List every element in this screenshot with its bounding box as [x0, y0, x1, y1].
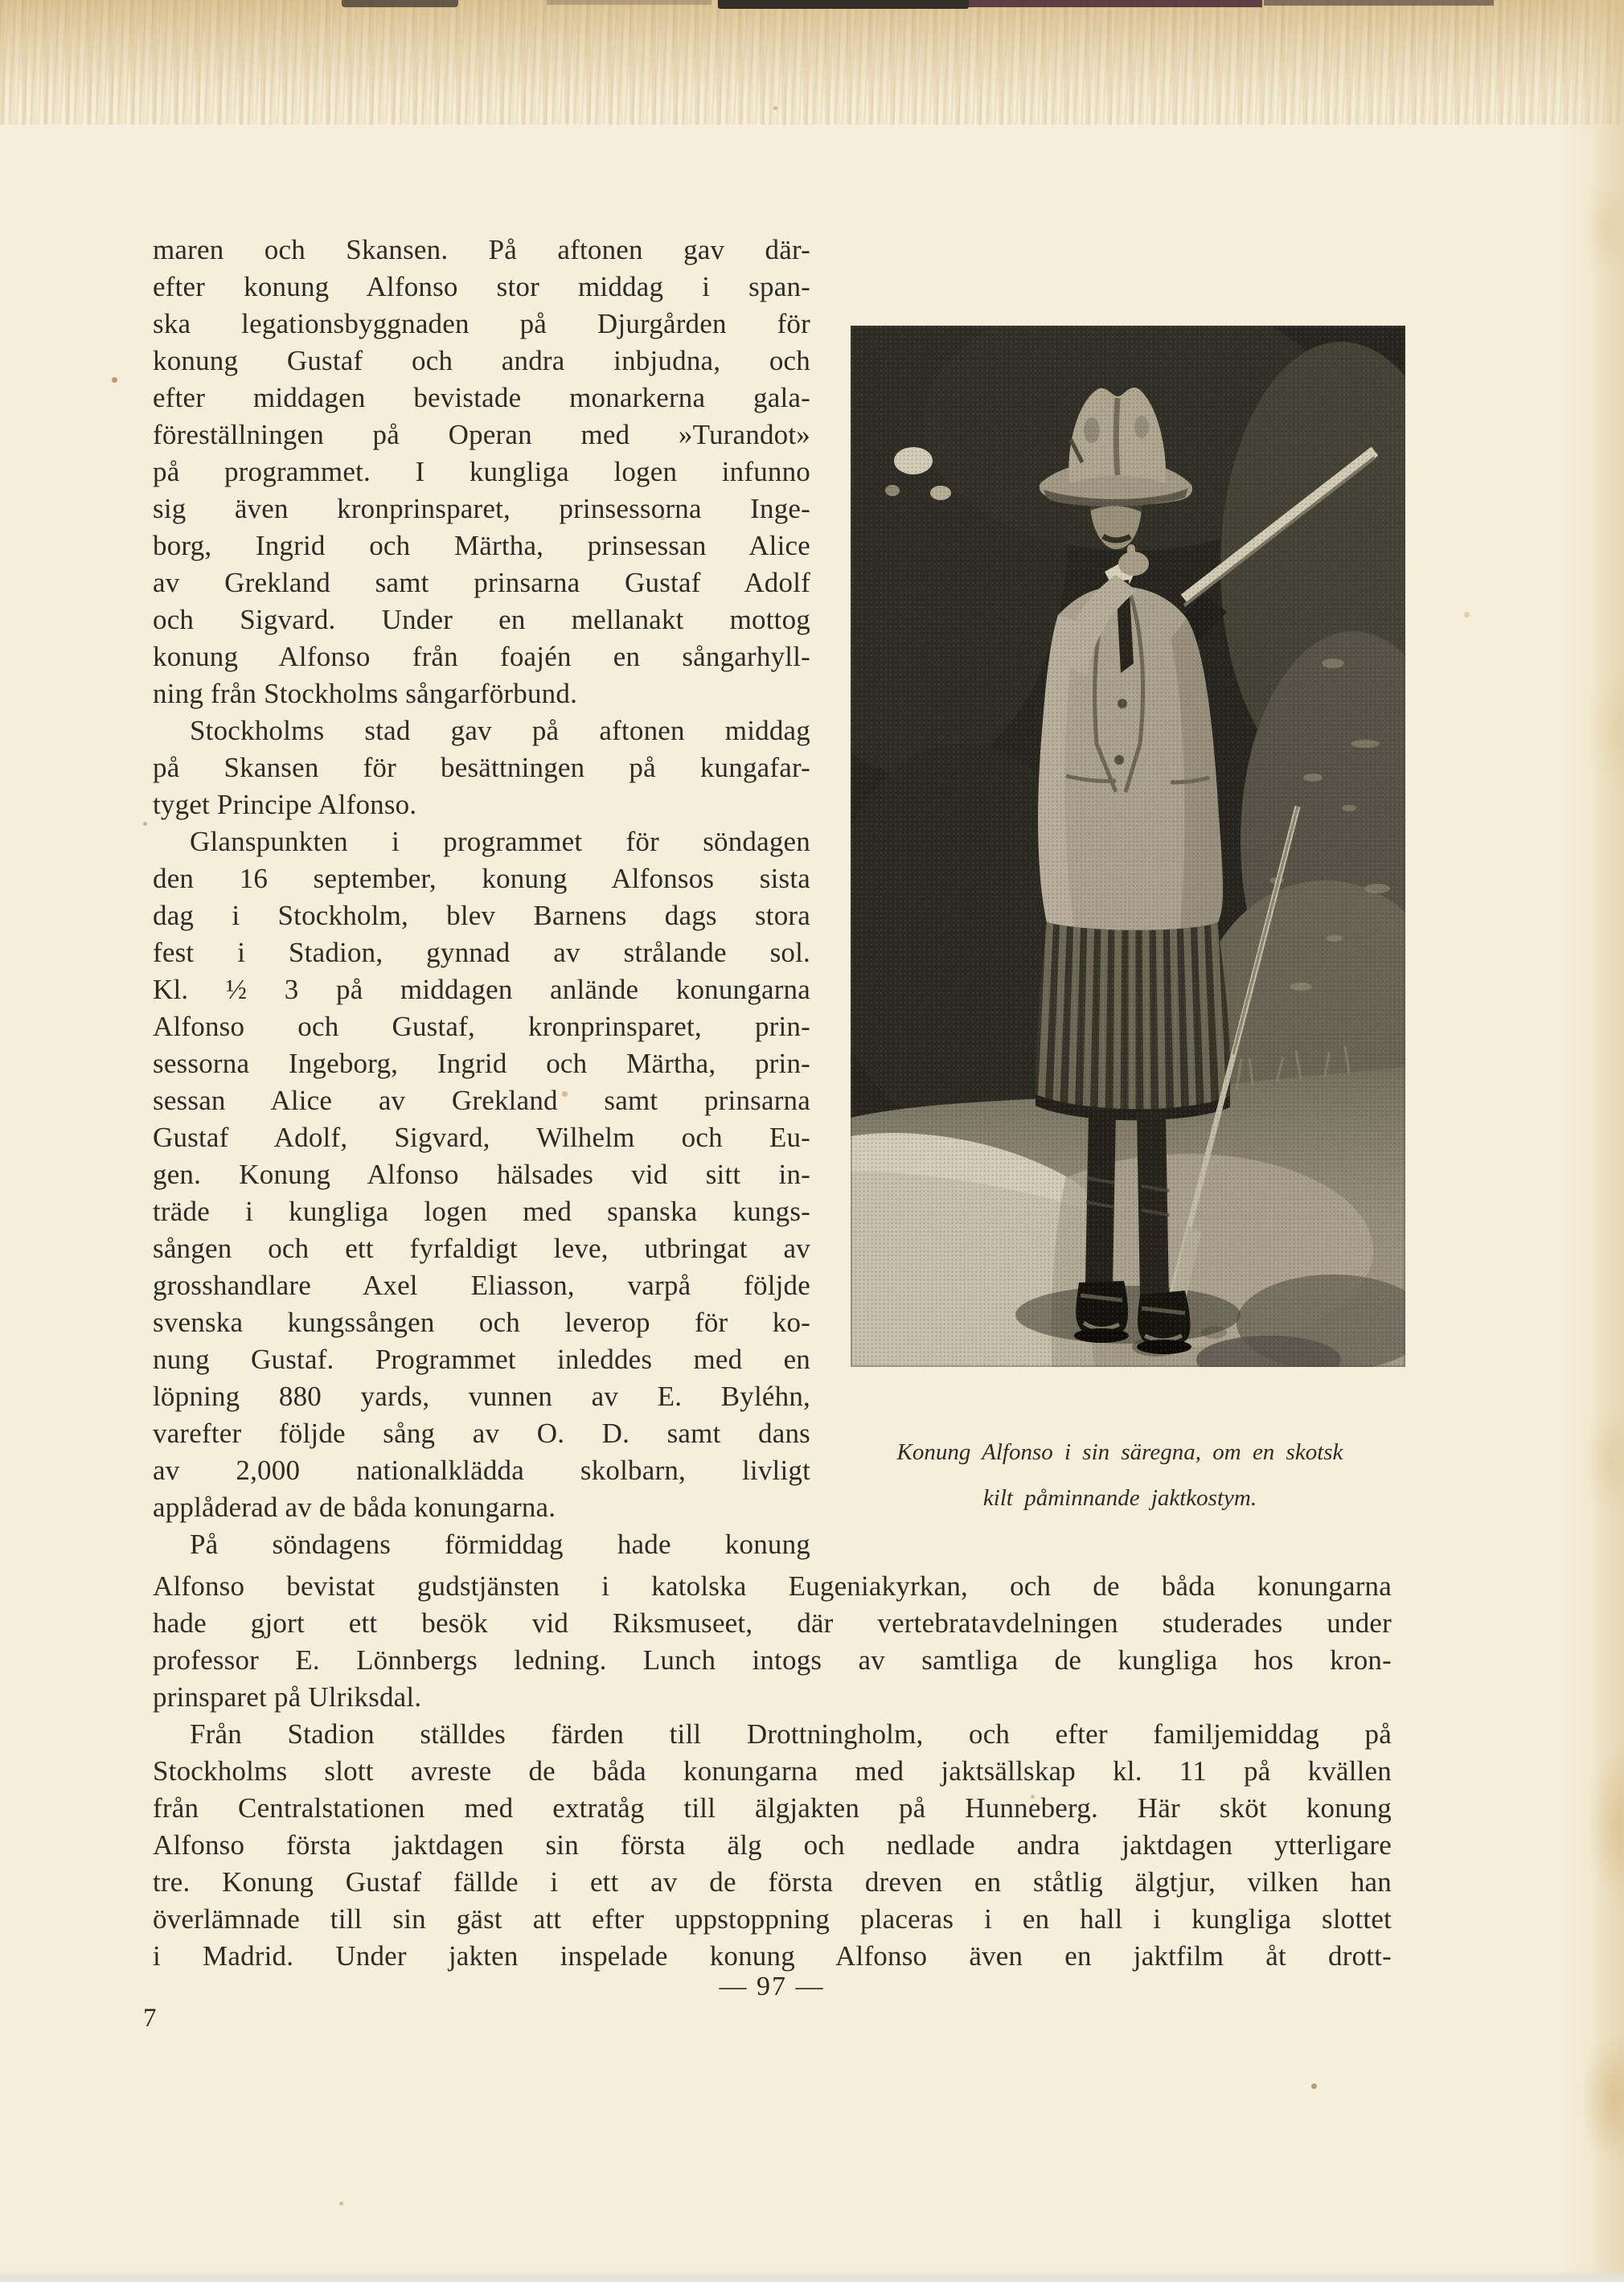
text-line: av Grekland samt prinsarna Gustaf Adolf: [153, 567, 810, 598]
text-line: Kl. ½ 3 på middagen anlände konungarna: [153, 974, 810, 1005]
text-line: Gustaf Adolf, Sigvard, Wilhelm och Eu-: [153, 1122, 810, 1153]
text-line: maren och Skansen. På aftonen gav där-: [153, 234, 810, 265]
text-line: och Sigvard. Under en mellanakt mottog: [153, 604, 810, 635]
text-line: varefter följde sång av O. D. samt dans: [153, 1418, 810, 1449]
text-line: från Centralstationen med extratåg till älgjakten på Hunneberg. Här sköt konung: [153, 1792, 1392, 1824]
text-line: På söndagens förmiddag hade konung: [190, 1529, 810, 1560]
text-line: på programmet. I kungliga logen infunno: [153, 456, 810, 487]
page-number: — 97 —: [719, 1972, 825, 2001]
text-line: tre. Konung Gustaf fällde i ett av de första dreven en ståtlig älgtjur, vilken han: [153, 1866, 1392, 1898]
text-line: i Madrid. Under jakten inspelade konung Alfonso även en jaktfilm åt drott-: [153, 1940, 1392, 1972]
paper-bottom-edge: [0, 2269, 1624, 2282]
text-line: gen. Konung Alfonso hälsades vid sitt in-: [153, 1159, 810, 1190]
text-column-left: [153, 232, 810, 1563]
text-line: Från Stadion ställdes färden till Drottningholm, och efter familjemiddag på: [190, 1718, 1392, 1750]
text-line: sessan Alice av Grekland samt prinsarna: [153, 1085, 810, 1116]
text-line: Glanspunkten i programmet för söndagen: [190, 826, 810, 857]
text-line: prinsparet på Ulriksdal.: [153, 1681, 422, 1713]
text-line: Alfonso bevistat gudstjänsten i katolska Eugeniakyrkan, och de båda konungarna: [153, 1570, 1392, 1602]
text-line: Alfonso första jaktdagen sin första älg och nedlade andra jaktdagen ytterligare: [153, 1829, 1392, 1861]
text-line: professor E. Lönnbergs ledning. Lunch intogs av samtliga de kungliga hos kron-: [153, 1644, 1392, 1676]
text-line: dag i Stockholm, blev Barnens dags stora: [153, 900, 810, 931]
text-line: applåderad av de båda konungarna.: [153, 1492, 556, 1523]
text-line: borg, Ingrid och Märtha, prinsessan Alice: [153, 530, 810, 561]
photo-king-alfonso-hunting-costume: [851, 326, 1405, 1367]
text-line: sången och ett fyrfaldigt leve, utbringat av: [153, 1233, 810, 1264]
text-line: Stockholms stad gav på aftonen middag: [190, 715, 810, 746]
text-line: efter konung Alfonso stor middag i span-: [153, 271, 810, 302]
signature-mark: 7: [143, 2004, 157, 2033]
text-line: sessorna Ingeborg, Ingrid och Märtha, prin-: [153, 1048, 810, 1079]
caption-line: kilt påminnande jaktkostym.: [982, 1485, 1257, 1511]
paper-dust-specks: [0, 0, 4, 4]
text-line: överlämnade till sin gäst att efter uppstoppning placeras i en hall i kungliga slottet: [153, 1903, 1392, 1935]
text-line: grosshandlare Axel Eliasson, varpå följde: [153, 1270, 810, 1301]
halftone-photo-illustration: [851, 326, 1405, 1367]
text-block-full-width: [153, 1568, 1392, 1975]
text-line: konung Gustaf och andra inbjudna, och: [153, 345, 810, 376]
scan-edge-mark: [718, 0, 969, 9]
text-line: den 16 september, konung Alfonsos sista: [153, 863, 810, 894]
text-line: ning från Stockholms sångarförbund.: [153, 678, 578, 709]
paper-aged-right-edge: [1558, 0, 1624, 2282]
text-line: Stockholms slott avreste de båda konungarna med jaktsällskap kl. 11 på kvällen: [153, 1755, 1392, 1787]
text-line: tyget Principe Alfonso.: [153, 789, 417, 820]
text-line: löpning 880 yards, vunnen av E. Byléhn,: [153, 1381, 810, 1412]
photo-caption: [826, 1430, 1413, 1521]
text-line: sig även kronprinsparet, prinsessorna Inge-: [153, 493, 810, 524]
scan-edge-mark: [969, 0, 1262, 7]
text-line: fest i Stadion, gynnad av strålande sol.: [153, 937, 810, 968]
text-line: träde i kungliga logen med spanska kungs-: [153, 1196, 810, 1227]
scan-edge-mark: [342, 0, 458, 7]
text-line: Alfonso och Gustaf, kronprinsparet, prin-: [153, 1011, 810, 1042]
text-line: ska legationsbyggnaden på Djurgården för: [153, 308, 810, 339]
caption-line: Konung Alfonso i sin säregna, om en skotsk: [896, 1439, 1343, 1465]
scan-edge-mark: [547, 0, 712, 5]
text-line: föreställningen på Operan med »Turandot»: [153, 419, 810, 450]
scan-edge-mark: [1264, 0, 1494, 6]
paper-aged-top-edge: [0, 0, 1624, 125]
text-line: på Skansen för besättningen på kungafar-: [153, 752, 810, 783]
text-line: efter middagen bevistade monarkerna gala-: [153, 382, 810, 413]
text-line: konung Alfonso från foajén en sångarhyll-: [153, 641, 810, 672]
text-line: hade gjort ett besök vid Riksmuseet, där vertebratavdelningen studerades under: [153, 1607, 1392, 1639]
text-line: nung Gustaf. Programmet inleddes med en: [153, 1344, 810, 1375]
text-line: av 2,000 nationalklädda skolbarn, livligt: [153, 1455, 810, 1486]
text-line: svenska kungssången och leverop för ko-: [153, 1307, 810, 1338]
